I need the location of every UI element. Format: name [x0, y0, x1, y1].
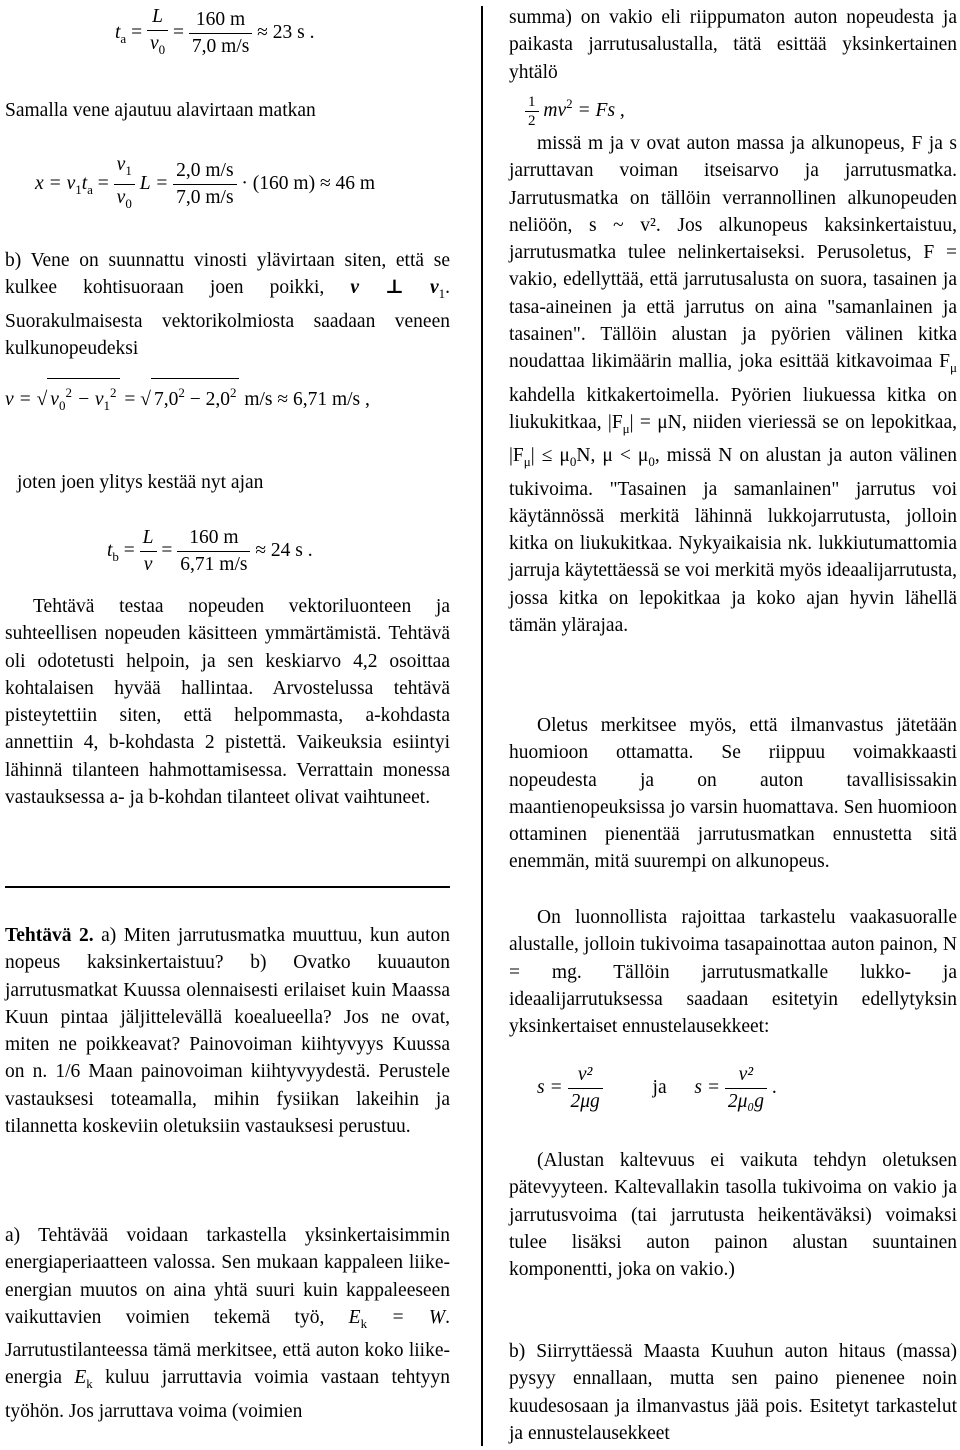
- task-2-statement: Tehtävä 2. a) Miten jarrutusmatka muuttuu, kun auton nopeus kaksinkertaistuu? b) Ovatko kuuauton jarrutusmatkat Kuussa olennaisesti erilaiset kuin Maassa Kuun pintaa jäljittelevällä koealueella? Jos ne ovat, miten ne poikkeavat? Painovoiman kiihtyvyys Kuussa on n. 1/6 Maan painovoiman kiihtyvyydestä. Perustele vastauksesi toteamalla, mihin fysiikan lakeihin ja tilannetta koskeviin oletuksiin vastauksesi perustuu.: [5, 925, 450, 1138]
- equation-ta: $t_a$ = $\frac{L}{v_0}$ = $\frac{160 m}{7,0 m/s}$ ≈ 23 s .: [115, 6, 315, 57]
- right-paragraph-3: Oletus merkitsee myös, että ilmanvastus jätetään huomioon ottamatta. Se riippuu voimakkaasti nopeudesta ja on auton tavallisissakin maantienopeuksissa jo varsin huomattava. Sen huomioon ottaminen pienentää jarrutusmatkan ennustetta sitä enemmän, mitä suurempi on alkunopeus.: [509, 715, 957, 873]
- paragraph-4: joten joen ylitys kestää nyt ajan: [17, 472, 264, 493]
- right-paragraph-6: b) Siirryttäessä Maasta Kuuhun auton hitaus (massa) pysyy ennallaan, mutta sen paino pienenee noin kuudesosaan ja ilmanvastus jää pois. Esitetyt tarkastelut ja ennustelausekkeet: [509, 1341, 957, 1444]
- section-separator: [5, 886, 450, 888]
- equation-v: v = √ $v_0^2 - v_1^2$ = √ $7,0^2 - 2,0^2$ m/s ≈ 6,71 m/s ,: [5, 378, 370, 419]
- equation-x: $x = v_1t_a$ = $\frac{v_1}{v_0}$ L = $\frac{2,0 m/s}{7,0 m/s}$ · (160 m) ≈ 46 m: [35, 154, 376, 211]
- right-paragraph-4: On luonnollista rajoittaa tarkastelu vaakasuoralle alustalle, jolloin tukivoima tasapainottaa auton painon, N = mg. Tällöin jarrutusmatkalle lukko- ja ideaalijarrutuksessa saadaan esitetyin edellytyksin yksinkertaiset ennustelausekkeet:: [509, 907, 957, 1038]
- right-paragraph-2: missä m ja v ovat auton massa ja alkunopeus, F ja s jarruttavan voiman itseisarvo ja jarrutusmatka. Jarrutusmatka on tällöin verrannollinen alkunopeuden neliöön, s ~ v². Jos alkunopeus kaksinkertaistuu, jarrutusmatka tulee nelinkertaiseksi. Perusoletus, F = vakio, edellyttää, että jarrutusalusta on suora, tasainen ja tasa-aineinen ja että jarrutus on aina "samanlainen ja tasainen". Tällöin alustan ja pyörien välinen kitka noudattaa likimäärin mallia, joka esittää kitkavoimaa $F_\mu$ kahdella kitkakertoimella. Pyörien liukuessa kitka on liukukitkaa, $|F_\mu| = \mu N$, niiden vieriessä se on lepokitkaa, $|F_\mu| \le \mu_0N$, $\mu < \mu_0$, missä N on alustan ja auton välinen tukivoima. "Tasainen ja samanlainen" jarrutus voi käytännössä merkitä lähinnä lukkojarrutusta, jolloin kitka on liukukitkaa. Nykyaikaisia nk. lukkiutumattomia jarruja käytettäessä se voi merkitä myös ideaalijarrutusta, jossa kitka on lepokitkaa ja koko ajan hyvin lähellä tämän ylärajaa.: [509, 133, 958, 637]
- paragraph-7: a) Tehtävää voidaan tarkastella yksinkertaisimmin energiaperiaatteen valossa. Sen mukaan kappaleen liike-energian muutos on aina yhtä suuri kuin kappaleeseen vaikuttavien voimien tekemä työ, $E_k = W$. Jarrutustilanteessa tämä merkitsee, että auton koko liike-energia $E_k$ kuluu jarruttavia voimia vastaan tehtyyn työhön. Jos jarruttava voima (voimien: [5, 1225, 451, 1422]
- paragraph-2: b) Vene on suunnattu vinosti ylävirtaan siten, että se kulkee kohtisuoraan joen poikki, v ⊥ $v_1$. Suorakulmaisesta vektorikolmiosta saadaan veneen kulkunopeudeksi: [5, 250, 451, 359]
- paragraph-5: Tehtävä testaa nopeuden vektoriluonteen ja suhteellisen nopeuden käsitteen ymmärtämistä. Tehtävä oli odotetusti helpoin, ja sen keskiarvo 4,2 osoittaa kohtalaisen hyvää hallintaa. Arvostelussa tehtävä pisteytettiin siten, että helpommasta, a-kohdasta annettiin 4, b-kohdasta 2 pistettä. Vaikeuksia esiintyi lähinnä tilanteen hahmottamisessa. Verrattain monessa vastauksessa a- ja b-kohdan tilanteet olivat vaihtuneet.: [5, 596, 450, 809]
- equation-energy: $\frac{1}{2}$ $mv^2 = Fs$ ,: [525, 90, 625, 130]
- column-divider: [481, 6, 483, 1446]
- equation-braking-distance: s = $\frac{\text{v²}}{2\mu g}$ ja s = $\frac{\text{v²}}{\text{2μ₀g}}$ .: [537, 1064, 777, 1112]
- equation-tb: $t_b$ = $\frac{L}{v}$ = $\frac{160 m}{6,71 m/s}$ ≈ 24 s .: [107, 527, 313, 575]
- right-paragraph-1: summa) on vakio eli riippumaton auton nopeudesta ja paikasta jarrutusalustalla, tätä esittää yksinkertainen yhtälö: [509, 7, 957, 83]
- paragraph-1: Samalla vene ajautuu alavirtaan matkan: [5, 100, 316, 121]
- right-paragraph-5: (Alustan kaltevuus ei vaikuta tehdyn oletuksen pätevyyteen. Kaltevallakin tasolla tukivoima on vakio ja jarrutusvoima (tai jarrutusta heikentäväksi) voimaksi tulee lisäksi auton painon alustan suuntainen komponentti, joka on vakio.): [509, 1150, 957, 1281]
